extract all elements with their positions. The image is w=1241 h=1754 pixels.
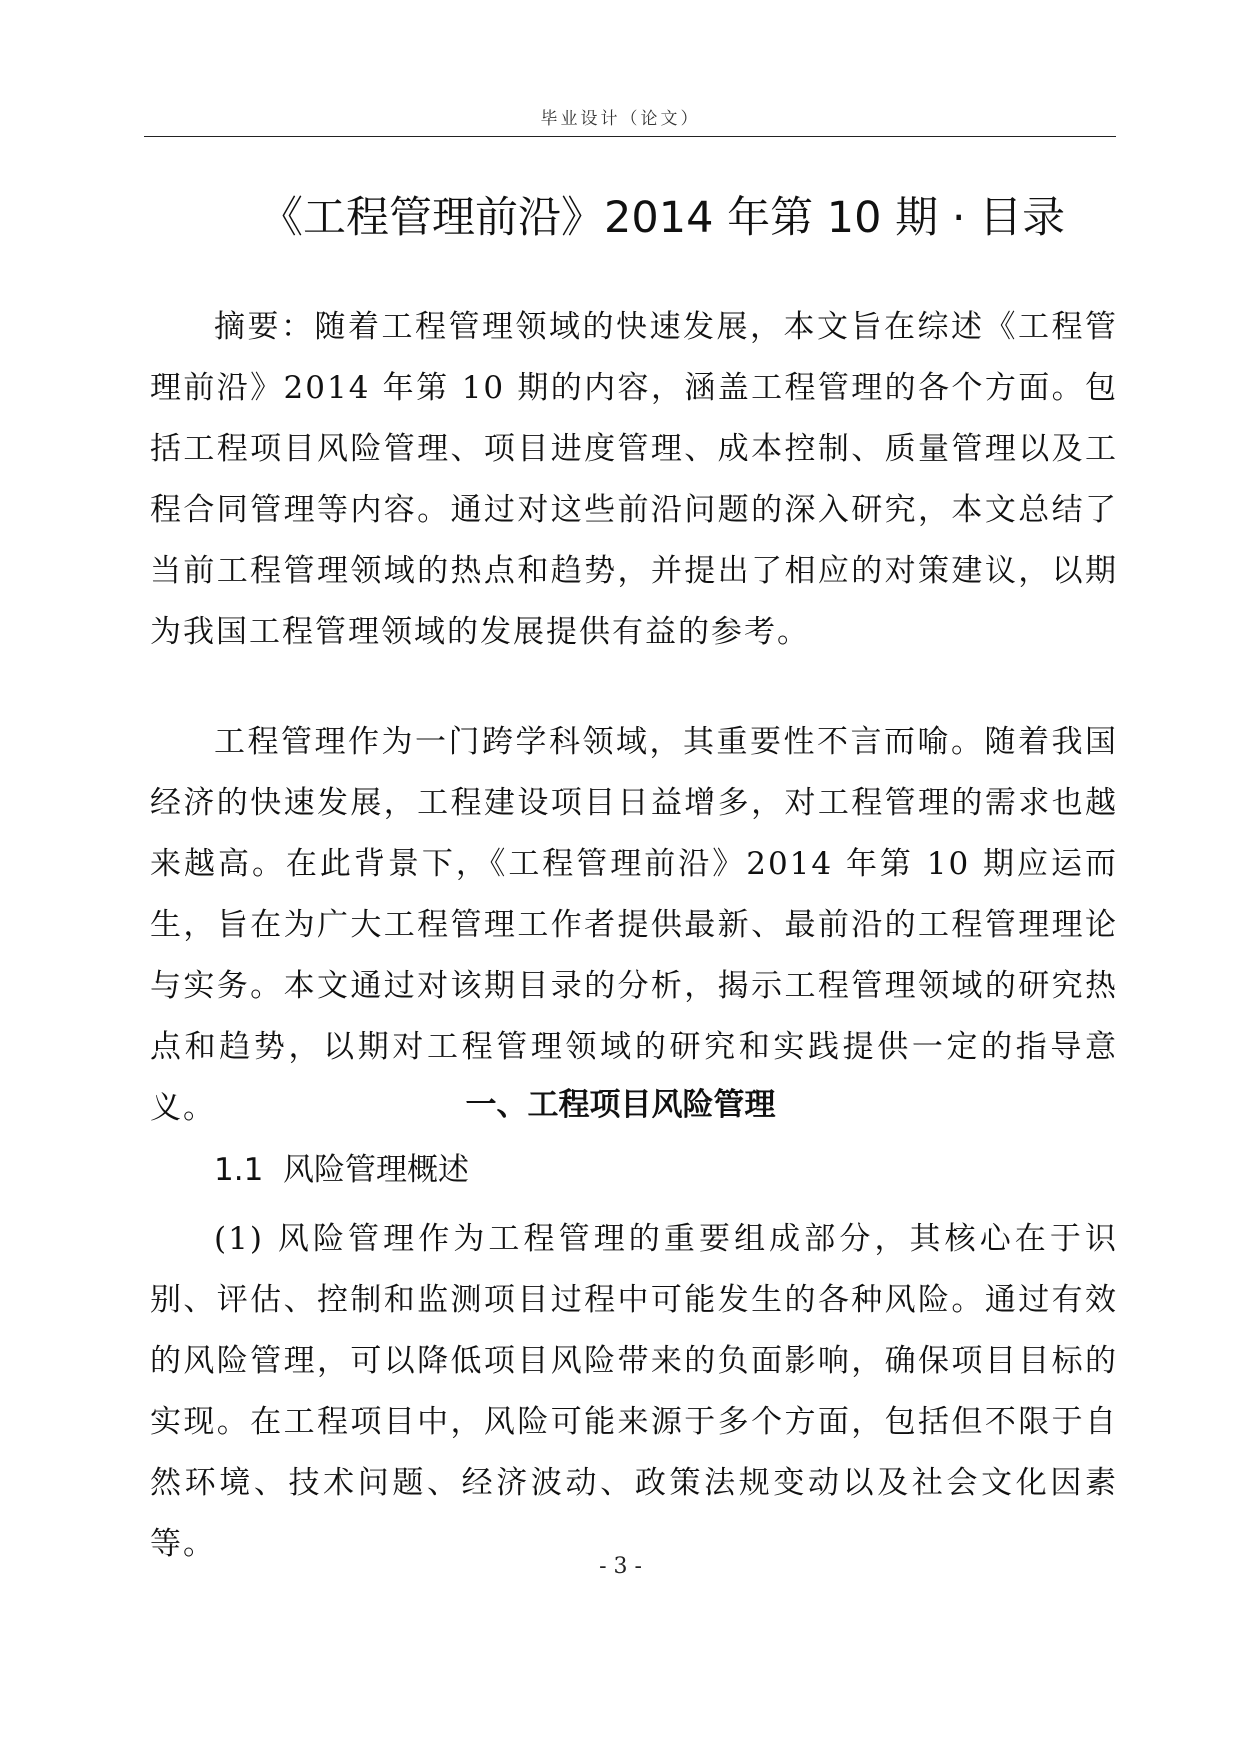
document-title: 《工程管理前沿》2014 年第 10 期 · 目录 [260, 193, 1066, 243]
body-paragraph: (1) 风险管理作为工程管理的重要组成部分，其核心在于识别、评估、控制和监测项目过程中可能发生的各种风险。通过有效的风险管理，可以降低项目风险带来的负面影响，确保项目目标的实现。在工程项目中，风险可能来源于多个方面，包括但不限于自然环境、技术问题、经济波动、政策法规变动以及社会文化因素等。 [150, 1221, 1118, 1562]
introduction-paragraph: 工程管理作为一门跨学科领域，其重要性不言而喻。随着我国经济的快速发展，工程建设项目日益增多，对工程管理的需求也越来越高。在此背景下，《工程管理前沿》2014 年第 10 期应运而生，旨在为广大工程管理工作者提供最新、最前沿的工程管理理论与实务。本文通过对该期目录的分析，揭示工程管理领域的研究热点和趋势，以期对工程管理领域的研究和实践提供一定的指导意义。 [150, 724, 1118, 1126]
section-heading: 一、工程项目风险管理 [465, 1087, 776, 1123]
subsection-heading: 1.1 风险管理概述 [214, 1152, 470, 1188]
page-number: - 3 - [599, 1554, 642, 1579]
header-divider [144, 136, 1116, 137]
running-header: 毕业设计（论文） [540, 109, 701, 129]
abstract-paragraph: 摘要：随着工程管理领域的快速发展，本文旨在综述《工程管理前沿》2014 年第 10 期的内容，涵盖工程管理的各个方面。包括工程项目风险管理、项目进度管理、成本控制、质量管理以及工程合同管理等内容。通过对这些前沿问题的深入研究，本文总结了当前工程管理领域的热点和趋势，并提出了相应的对策建议，以期为我国工程管理领域的发展提供有益的参考。 [150, 309, 1118, 650]
